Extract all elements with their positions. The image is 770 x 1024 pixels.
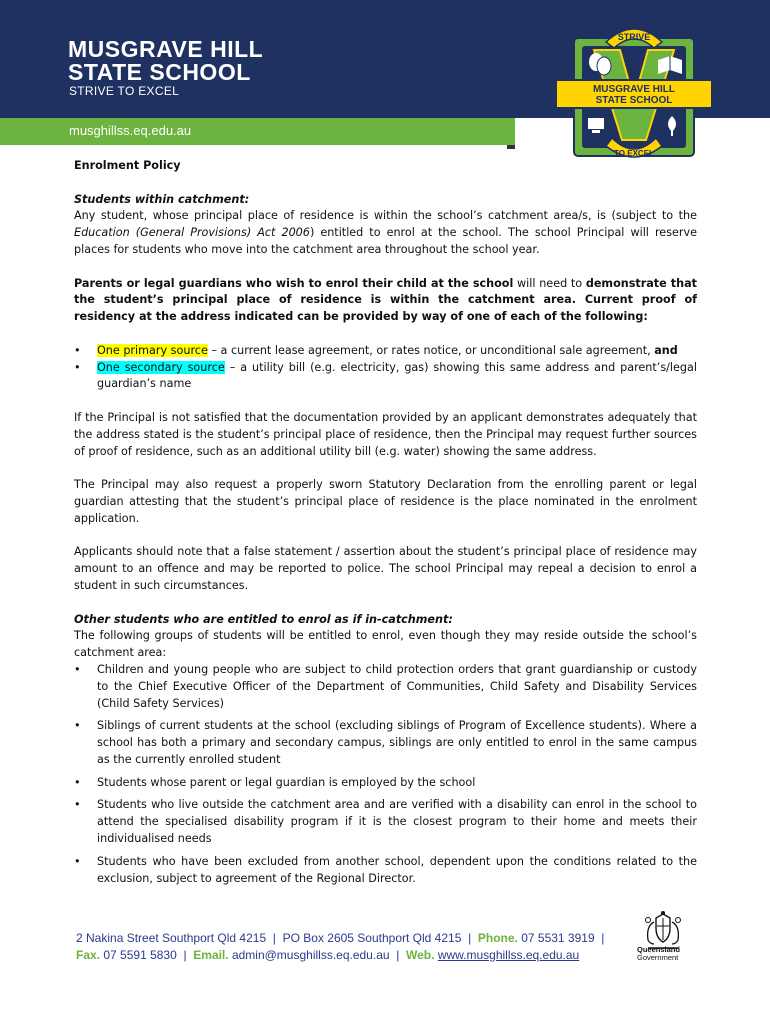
logo-bottom-text: TO EXCEL [614,149,654,158]
footer-line1: 2 Nakina Street Southport Qld 4215 | PO Box 2605 Southport Qld 4215 | Phone. 07 5531 3919 | [76,931,605,945]
parents-paragraph: Parents or legal guardians who wish to enrol their child at the school will need to demonstrate that the student’s principal place of residence is within the catchment area. Current proof of residency at the address indicated can be provided by way of one of each of the following: [74,276,697,324]
footer-po-box: PO Box 2605 Southport Qld 4215 [282,931,462,945]
statutory-declaration-paragraph: The Principal may also request a properly sworn Statutory Declaration from the enrolling parent or legal guardian attesting that the student’s principal place of residence is the place nominated in the enrolment application. [74,478,697,525]
website-bar [0,118,515,145]
phone-label: Phone. [477,931,518,945]
proof-list [74,343,697,393]
logo-name-line1: MUSGRAVE HILL [592,84,676,95]
web-label: Web. [406,948,435,962]
queensland-government-label: Queensland Government [637,945,680,962]
catchment-paragraph: Any student, whose principal place of residence is within the school’s catchment area/s, is (subject to the Education (General Provisions) Act 2006) entitled to enrol at the school. The school Principal will reserve places for students who move into the catchment area throughout the school year. [74,209,698,256]
logo-name-line2: STATE SCHOOL [595,95,673,106]
section-heading-other-students: Other students who are entitled to enrol as if in-catchment: [74,612,453,626]
school-name-line2: STATE SCHOOL [68,59,251,85]
list-item: • One secondary source – a utility bill (e.g. electricity, gas) showing this same address and parent’s/legal guardian’s name [74,360,697,394]
footer-contact [76,930,604,964]
list-item: • Students who have been excluded from another school, dependent upon the conditions related to the exclusion, subject to agreement of the Regional Director. [74,854,697,888]
email-label: Email. [193,948,229,962]
list-item: • One primary source – a current lease agreement, or rates notice, or unconditional sale agreement, and [74,343,697,360]
document-title: Enrolment Policy [74,159,181,172]
footer-address: 2 Nakina Street Southport Qld 4215 [76,931,267,945]
false-statement-paragraph: Applicants should note that a false statement / assertion about the student’s principal place of residence may amount to an offence and may be reported to police. The school Principal may repeal a decision to enrol a student in such circumstances. [74,545,697,592]
footer-line2: Fax. 07 5591 5830 | Email. admin@musghillss.eq.edu.au | Web. www.musghillss.eq.edu.au [76,948,580,962]
logo-top-text: STRIVE [617,32,651,42]
footer-web-link[interactable]: www.musghillss.eq.edu.au [437,948,580,962]
list-item: • Siblings of current students at the school (excluding siblings of Program of Excellence students). Where a school has both a primary and secondary campus, siblings are only entitled to enrol in the same campus as the currently enrolled student [74,718,697,768]
list-item: • Students who live outside the catchment area and are verified with a disability can enrol in the school to attend the specialised disability program if it is the closest program to their home and meets their individualised needs [74,797,697,847]
school-motto: STRIVE TO EXCEL [69,84,180,98]
school-crest-logo [554,20,714,160]
section-heading-catchment: Students within catchment: [74,192,250,206]
principal-proof-paragraph: If the Principal is not satisfied that the documentation provided by an applicant demonstrates adequately that the address stated is the student’s principal place of residence, then the Principal may request further sources of proof of residence, such as an additional utility bill (e.g. water) showing the same address. [74,410,697,458]
footer-fax: 07 5591 5830 [103,948,177,962]
school-name-line1: MUSGRAVE HILL [68,36,264,62]
list-item: • Students whose parent or legal guardian is employed by the school [74,775,697,792]
document-body [74,158,697,893]
fax-label: Fax. [76,948,101,962]
school-name [68,38,263,84]
website-bar-shadow [507,145,515,149]
footer-phone[interactable]: 07 5531 3919 [521,931,595,945]
eligible-groups-list [74,662,697,888]
list-item: • Children and young people who are subject to child protection orders that grant guardianship or custody to the Chief Executive Officer of the Department of Communities, Child Safety and Disability Services (Child Safety Services) [74,662,697,712]
other-students-intro: The following groups of students will be entitled to enrol, even though they may reside outside the school’s catchment area: [74,629,697,660]
footer-email[interactable]: admin@musghillss.eq.edu.au [231,948,390,962]
website-text: musghillss.eq.edu.au [69,123,192,138]
